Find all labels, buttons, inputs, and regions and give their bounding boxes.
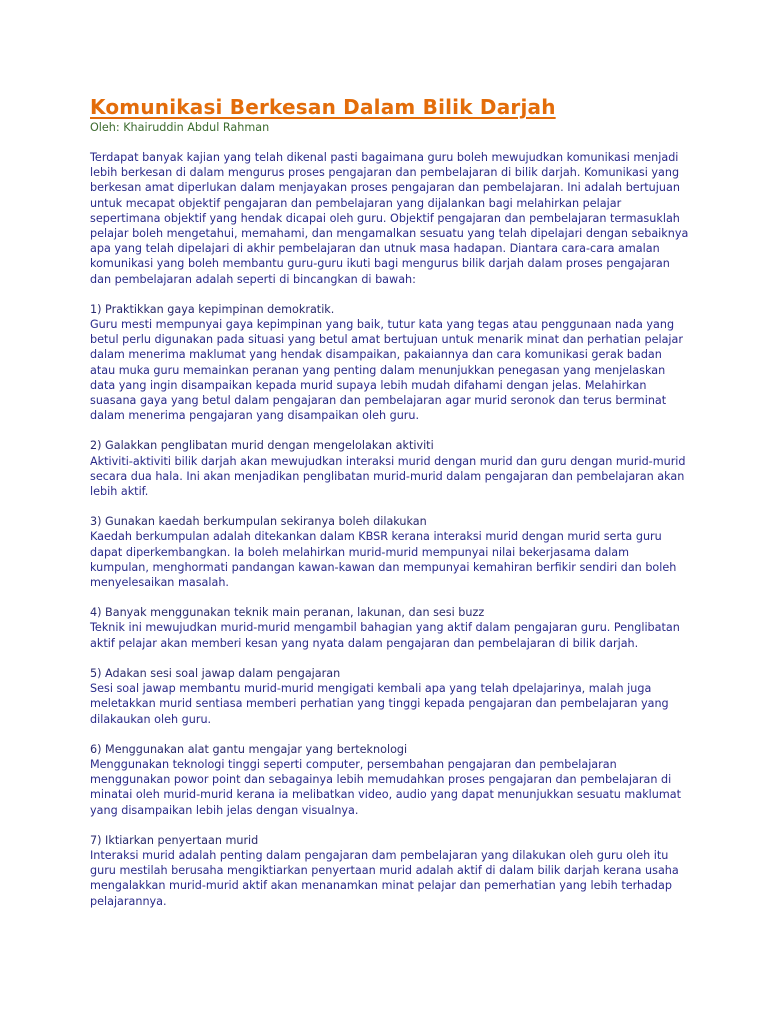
document-page [90,94,690,909]
section-body: Teknik ini mewujudkan murid-murid mengambil bahagian yang aktif dalam pengajaran guru. Penglibatan aktif pelajar akan memberi kesan yang nyata dalam pengajaran dan pembelajaran di bilik darjah. [90,621,680,650]
section-heading: 2) Galakkan penglibatan murid dengan mengelolakan aktiviti [90,439,434,453]
section-3 [90,514,690,590]
section-heading: 4) Banyak menggunakan teknik main peranan, lakunan, dan sesi buzz [90,606,485,620]
section-body: Aktiviti-aktiviti bilik darjah akan mewujudkan interaksi murid dengan murid dan guru dengan murid-murid secara dua hala. Ini akan menjadikan penglibatan murid-murid dalam pengajaran dan pembelajaran akan lebih aktif. [90,454,686,499]
document-title[interactable]: Komunikasi Berkesan Dalam Bilik Darjah [90,95,556,119]
section-body: Kaedah berkumpulan adalah ditekankan dalam KBSR kerana interaksi murid dengan murid serta guru dapat diperkembangkan. Ia boleh melahirkan murid-murid mempunyai nilai bekerjasama dalam kumpulan, menghormati pandangan kawan-kawan dan mempunyai kemahiran berfikir sendiri dan boleh menyelesaikan masalah. [90,530,677,590]
section-body: Interaksi murid adalah penting dalam pengajaran dam pembelajaran yang dilakukan oleh guru oleh itu guru mestilah berusaha mengiktiarkan penyertaan murid adalah aktif di dalam bilik darjah kerana usaha mengalakkan murid-murid aktif akan menanamkan minat pelajar dan pemerhatian yang lebih terhadap pelajarannya. [90,848,679,908]
section-6 [90,742,690,818]
section-2 [90,438,690,499]
section-body: Guru mesti mempunyai gaya kepimpinan yang baik, tutur kata yang tegas atau penggunaan nada yang betul perlu digunakan pada situasi yang betul amat bertujuan untuk menarik minat dan perhatian pelajar dalam menerima maklumat yang hendak disampaikan, pakaiannya dan cara komunikasi gerak badan atau muka guru memainkan peranan yang penting dalam menunjukkan penegasan yang menjelaskan data yang ingin disampaikan kepada murid supaya lebih mudah difahami dengan jelas. Melahirkan suasana gaya yang betul dalam pengajaran dan pembelajaran agar murid seronok dan terus berminat dalam menerima pengajaran yang disampaikan oleh guru. [90,318,683,423]
section-7 [90,833,690,909]
section-heading: 6) Menggunakan alat gantu mengajar yang berteknologi [90,742,408,756]
section-heading: 1) Praktikkan gaya kepimpinan demokratik. [90,302,335,316]
section-heading: 3) Gunakan kaedah berkumpulan sekiranya boleh dilakukan [90,515,427,529]
section-body: Menggunakan teknologi tinggi seperti computer, persembahan pengajaran dan pembelajaran menggunakan powor point dan sebagainya lebih memudahkan proses pengajaran dan pembelajaran di minatai oleh murid-murid kerana ia melibatkan video, audio yang dapat menunjukkan sesuatu maklumat yang disampaikan lebih jelas dengan visualnya. [90,757,682,817]
section-heading: 5) Adakan sesi soal jawap dalam pengajaran [90,666,341,680]
document-author: Oleh: Khairuddin Abdul Rahman [90,121,270,134]
section-4 [90,605,690,651]
section-5 [90,666,690,727]
intro-paragraph: Terdapat banyak kajian yang telah dikenal pasti bagaimana guru boleh mewujudkan komunikasi menjadi lebih berkesan di dalam mengurus proses pengajaran dan pembelajaran di bilik darjah. Komunikasi yang berkesan amat diperlukan dalam menjayakan proses pengajaran dan pembelajaran. Ini adalah bertujuan untuk mecapat objektif pengajaran dan pembelajaran yang dijalankan bagi melahirkan pelajar sepertimana objektif yang hendak dicapai oleh guru. Objektif pengajaran dan pembelajaran termasuklah pelajar boleh mengetahui, memahami, dan mengamalkan sesuatu yang telah dipelajari dengan sebaiknya apa yang telah dipelajari di akhir pembelajaran dan utnuk masa hadapan. Diantara cara-cara amalan komunikasi yang boleh membantu guru-guru ikuti bagi mengurus bilik darjah dalam proses pengajaran dan pembelajaran adalah seperti di bincangkan di bawah: [90,151,689,286]
section-body: Sesi soal jawap membantu murid-murid mengigati kembali apa yang telah dpelajarinya, malah juga meletakkan murid sentiasa memberi perhatian yang tinggi kepada pengajaran dan pembelajaran yang dilakaukan oleh guru. [90,682,669,726]
section-1 [90,302,690,424]
section-heading: 7) Iktiarkan penyertaan murid [90,833,259,847]
